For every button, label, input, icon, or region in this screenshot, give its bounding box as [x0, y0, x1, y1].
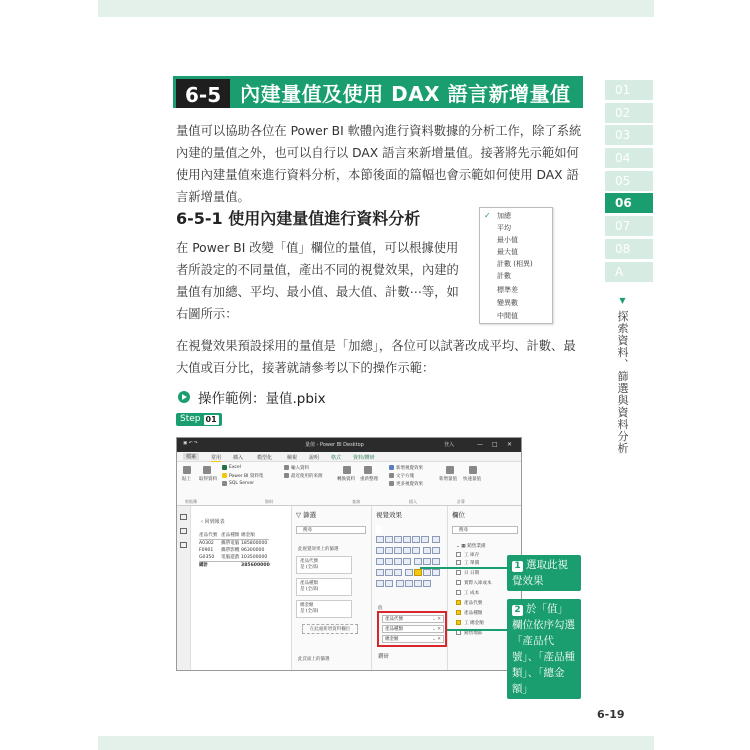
ribbon [177, 462, 521, 506]
viz-type-icon[interactable] [376, 569, 384, 576]
tab-view[interactable]: 檢視 [287, 455, 298, 461]
field-item[interactable] [456, 552, 479, 559]
checkbox-checked[interactable] [456, 600, 461, 605]
new-measure-button[interactable]: 新增量值 [439, 477, 457, 482]
group-calculation: 計算 [457, 499, 465, 504]
recent-sources-icon [284, 473, 289, 478]
viz-type-icon[interactable] [385, 580, 393, 587]
table-visual[interactable] [199, 532, 269, 569]
excel-button[interactable]: Excel [229, 465, 241, 470]
example-heading [178, 387, 326, 407]
enter-data-icon [284, 465, 289, 470]
viz-type-icon[interactable] [423, 547, 431, 554]
more-visuals-icon [389, 481, 394, 486]
filter-name: 總金額 [300, 603, 314, 608]
chapter-title-text: 內建量值及使用 DAX 語言新增量值 [240, 81, 571, 106]
agg-item[interactable]: 平均 [497, 224, 511, 232]
view-switcher [177, 506, 191, 671]
tab-help[interactable]: 說明 [309, 455, 320, 461]
cell: A0302 [199, 541, 214, 546]
close-icon[interactable]: ✕ [507, 441, 513, 448]
viz-type-icon[interactable] [412, 547, 420, 554]
tab-format[interactable]: 格式 [331, 455, 342, 461]
field-item[interactable] [456, 580, 492, 587]
viz-type-icon[interactable] [385, 569, 393, 576]
checkbox[interactable] [456, 630, 461, 635]
tab-file[interactable]: 檔案 [183, 453, 199, 460]
powerbi-dataset-button[interactable]: Power BI 資料集 [229, 474, 264, 479]
viz-type-icon[interactable] [376, 558, 384, 565]
sql-server-button[interactable]: SQL Server [229, 481, 255, 486]
refresh-button[interactable]: 重新整理 [360, 477, 378, 482]
new-visual-button[interactable]: 新增視覺效果 [396, 466, 423, 471]
save-icon[interactable]: ▣ ↶ ↷ [183, 441, 198, 446]
aggregation-paragraph: 在 Power BI 改變「值」欄位的量值，可以根據使用者所設定的不同量值，產出不同的視覺效果，內建的量值有加總、平均、最小值、最大值、計數⋯等，如右圖所示： [176, 241, 459, 321]
filter-card[interactable] [296, 600, 352, 618]
field-label: 日 日期 [464, 571, 480, 576]
checkbox[interactable] [456, 590, 461, 595]
agg-item[interactable]: 標準差 [497, 286, 518, 294]
quick-measure-icon [469, 466, 477, 474]
viz-type-icon[interactable] [423, 580, 431, 587]
checkbox-checked[interactable] [456, 610, 461, 615]
viz-type-icon[interactable] [376, 580, 384, 587]
drill-label: 鑽研 [378, 654, 390, 660]
field-label: 工 單價 [464, 561, 480, 566]
table-total-row [199, 561, 269, 569]
col-header: 產品代號 [199, 533, 218, 538]
viz-type-icon[interactable] [394, 558, 402, 565]
viz-type-icon[interactable] [385, 558, 393, 565]
play-icon [178, 391, 190, 403]
chapter-number: 6-5 [176, 76, 230, 108]
textbox-icon [389, 473, 394, 478]
viz-type-icon[interactable] [394, 547, 402, 554]
new-visual-icon [389, 465, 394, 470]
remove-icon[interactable]: ⌄ ✕ [432, 627, 441, 632]
field-label: 產品代號 [464, 601, 483, 606]
top-band [98, 0, 654, 17]
table-row [199, 547, 269, 554]
minimize-icon[interactable]: — [477, 441, 483, 448]
filter-name: 產品種類 [300, 581, 318, 586]
excel-icon [222, 465, 227, 470]
cell: 攜帶電腦 [221, 541, 240, 546]
filters-pane [291, 506, 371, 671]
step-label: Step [180, 414, 201, 424]
table-node-label: 銷售業績 [467, 544, 486, 549]
paste-button[interactable]: 貼上 [182, 477, 191, 482]
callout-leader-line [447, 629, 507, 631]
viz-type-icon[interactable] [405, 569, 413, 576]
side-tab[interactable]: 04 [605, 148, 653, 168]
back-label: 回到報表 [204, 519, 225, 525]
side-tab[interactable]: 02 [605, 103, 653, 123]
callout-leader-line [420, 567, 507, 569]
page-number: 6-19 [597, 708, 625, 721]
callout-text: 選取此視覺效果 [512, 559, 568, 587]
field-label: 產品種類 [464, 611, 483, 616]
filter-card[interactable] [296, 578, 352, 596]
model-view-icon[interactable] [180, 542, 187, 548]
back-to-report-link[interactable]: ‹ 回到報表 [201, 519, 225, 525]
checkbox[interactable] [456, 570, 461, 575]
cell: 96300000 [241, 548, 265, 553]
ribbon-tabs [177, 452, 521, 462]
transform-data-button[interactable]: 轉換資料 [337, 477, 355, 482]
field-item[interactable] [456, 610, 482, 617]
refresh-icon [364, 466, 372, 474]
table-header-row [199, 532, 269, 540]
side-tab[interactable]: 07 [605, 216, 653, 236]
maximize-icon[interactable]: □ [492, 441, 498, 448]
section-heading: 6-5-1 使用內建量值進行資料分析 [176, 209, 421, 228]
database-icon [203, 466, 211, 474]
value-field[interactable] [382, 615, 444, 623]
viz-type-icon[interactable] [403, 547, 411, 554]
tab-modeling[interactable]: 模型化 [257, 455, 273, 461]
remove-icon[interactable]: ⌄ ✕ [432, 617, 441, 622]
viz-type-icon[interactable] [423, 558, 431, 565]
remove-icon[interactable]: ⌄ ✕ [432, 637, 441, 642]
report-canvas[interactable] [191, 506, 291, 671]
side-tab[interactable]: 05 [605, 171, 653, 191]
aggregation-menu [479, 207, 553, 324]
agg-item[interactable]: 中間值 [497, 312, 518, 320]
viz-type-icon[interactable] [432, 558, 440, 565]
tab-data-drill[interactable]: 資料/鑽研 [353, 455, 375, 461]
viz-type-icon[interactable] [385, 536, 393, 543]
intro-paragraph: 量值可以協助各位在 Power BI 軟體內進行資料數據的分析工作，除了系統內建的量值之外，也可以自行以 DAX 語言來新增量值。接著將先示範如何使用內建量值來進行資料分析，本節後面的篇幅也會示範如何使用 DAX 語言新增量值。 [176, 124, 582, 204]
transform-icon [343, 466, 351, 474]
filter-value: 是 (全部) [300, 587, 319, 592]
powerbi-screenshot [176, 437, 522, 671]
table-node[interactable]: ⌄ ▦ 銷售業績 [456, 544, 486, 549]
col-header: 產品種類 [221, 533, 240, 538]
value-label: 產品代號 [385, 617, 403, 622]
field-item[interactable] [456, 570, 479, 577]
viz-type-icon[interactable] [414, 558, 422, 565]
viz-type-icon[interactable] [376, 547, 384, 554]
report-view-icon[interactable] [180, 514, 187, 520]
field-item[interactable] [456, 600, 482, 607]
agg-item[interactable]: 最小值 [497, 236, 518, 244]
field-label: 工 成本 [464, 591, 480, 596]
table-viz-icon[interactable] [414, 569, 422, 576]
group-data: 資料 [265, 499, 273, 504]
paste-icon [183, 466, 191, 474]
powerbi-dataset-icon [222, 473, 227, 478]
viz-type-icon[interactable] [432, 547, 440, 554]
values-well-highlight [377, 611, 447, 647]
agg-item[interactable]: 變異數 [497, 299, 518, 307]
field-label: 工 庫存 [464, 553, 480, 558]
side-tab[interactable]: 01 [605, 80, 653, 100]
sql-icon [222, 481, 227, 486]
viz-type-icon[interactable] [394, 569, 402, 576]
filters-title-text: 篩選 [303, 511, 317, 519]
tab-insert[interactable]: 插入 [233, 455, 244, 461]
side-tab[interactable]: 03 [605, 125, 653, 145]
field-label: 銷售地區 [464, 631, 483, 636]
viz-type-icon[interactable] [403, 536, 411, 543]
callout-text: 於「值」欄位依序勾選「產品代號」、「產品種類」、「總金額」 [512, 603, 575, 695]
cell: 攜帶影機 [221, 548, 240, 553]
callout-1 [507, 555, 581, 591]
quick-measure-button[interactable]: 快速量值 [463, 477, 481, 482]
field-label: 工 總金額 [464, 621, 484, 626]
cell: 385600000 [241, 563, 270, 568]
filters-title: ▽ 篩選 [296, 511, 317, 519]
filter-value: 是 (全部) [300, 565, 319, 570]
step-badge [176, 413, 222, 426]
login-link[interactable]: 登入 [444, 442, 455, 448]
viz-type-icon[interactable] [432, 536, 440, 543]
enter-data-button[interactable]: 輸入資料 [291, 466, 309, 471]
field-label: 實際入庫成本 [464, 581, 492, 586]
group-clipboard: 剪貼簿 [185, 499, 197, 504]
viz-type-icon[interactable] [394, 536, 402, 543]
group-insert: 插入 [409, 499, 417, 504]
filter-name: 產品代號 [300, 559, 318, 564]
get-data-button[interactable]: 取得資料 [199, 477, 217, 482]
side-tab[interactable]: A [605, 262, 653, 282]
side-tab[interactable]: 08 [605, 239, 653, 259]
callout-number: 2 [512, 605, 523, 616]
table-row [199, 554, 269, 561]
group-query: 查詢 [352, 499, 360, 504]
field-item[interactable] [456, 620, 484, 627]
viz-type-icon[interactable] [385, 547, 393, 554]
callout-number: 1 [512, 561, 523, 572]
recent-sources-button[interactable]: 最近使用的來源 [291, 474, 323, 479]
instruction-paragraph: 在視覺效果預設採用的量值是「加總」，各位可以試著改成平均、計數、最大值或百分比，接著就請參考以下的操作示範： [176, 339, 576, 375]
viz-spacer [376, 526, 382, 534]
col-header: 總金額 [241, 533, 255, 538]
example-label: 操作範例：量值.pbix [198, 391, 326, 407]
side-tab-active[interactable]: 06 [605, 193, 653, 213]
cell: 185800000 [241, 541, 268, 546]
value-label: 產品種類 [385, 627, 403, 632]
field-item[interactable] [456, 560, 479, 567]
value-field[interactable] [382, 635, 444, 643]
values-well-label: 值 [378, 606, 383, 611]
table-row [199, 540, 269, 547]
window-title: 量值 - Power BI Desktop [305, 442, 364, 448]
visualizations-title: 視覺效果 [376, 511, 402, 519]
checkbox[interactable] [456, 560, 461, 565]
callout-2 [507, 599, 581, 699]
agg-item[interactable]: 計數 (相異) [497, 260, 533, 268]
field-item[interactable] [456, 590, 479, 597]
tab-home[interactable]: 常用 [211, 455, 222, 461]
filters-on-page: 此頁面上的篩選 [298, 657, 330, 662]
textbox-button[interactable]: 文字方塊 [396, 474, 414, 479]
viz-type-icon[interactable] [432, 569, 440, 576]
add-field-dropzone[interactable]: 在此處新增資料欄位 [302, 624, 358, 634]
fields-search-input[interactable]: 搜尋 [452, 526, 518, 534]
side-chapter-label [614, 296, 630, 455]
down-arrow-icon: ▼ [618, 296, 627, 306]
filter-value: 是 (全部) [300, 609, 319, 614]
checkbox[interactable] [456, 552, 461, 557]
checkbox-checked[interactable] [456, 620, 461, 625]
more-visuals-button[interactable]: 更多視覺效果 [396, 482, 423, 487]
agg-item[interactable]: 計數 [497, 272, 511, 280]
step-number: 01 [205, 414, 217, 424]
filters-search-input[interactable]: 搜尋 [296, 526, 366, 534]
chapter-heading [173, 76, 583, 108]
cell: G0350 [199, 555, 215, 560]
check-icon: ✓ [484, 211, 491, 220]
viz-type-icon[interactable] [414, 580, 422, 587]
filter-card[interactable] [296, 556, 352, 574]
agg-item[interactable]: 最大值 [497, 248, 518, 256]
cell [221, 562, 241, 569]
cell: F0901 [199, 548, 214, 553]
viz-type-icon[interactable] [376, 536, 384, 543]
cell: 電腦遊戲 [221, 555, 240, 560]
viz-type-icon[interactable] [423, 569, 431, 576]
fields-title: 欄位 [452, 511, 465, 519]
value-field[interactable] [382, 625, 444, 633]
cell: 103500000 [241, 555, 268, 560]
side-label-text: 探索資料、篩選與資料分析 [616, 310, 629, 455]
viz-type-icon[interactable] [403, 558, 411, 565]
filters-on-visual: 此視覺效果上的篩選 [298, 547, 339, 552]
new-measure-icon [446, 466, 454, 474]
chapter-side-tabs [605, 80, 653, 284]
cell: 總計 [199, 563, 209, 568]
viz-type-icon[interactable] [412, 536, 420, 543]
checkbox[interactable] [456, 580, 461, 585]
visual-types-grid [376, 536, 442, 591]
value-label: 總金額 [385, 637, 399, 642]
viz-type-icon[interactable] [421, 536, 429, 543]
title-bar [177, 438, 521, 452]
bottom-band [98, 736, 654, 750]
viz-type-icon[interactable] [405, 580, 413, 587]
field-item[interactable] [456, 630, 482, 637]
viz-type-icon[interactable] [396, 580, 404, 587]
data-view-icon[interactable] [180, 528, 187, 534]
agg-item[interactable]: 加總 [497, 212, 511, 220]
